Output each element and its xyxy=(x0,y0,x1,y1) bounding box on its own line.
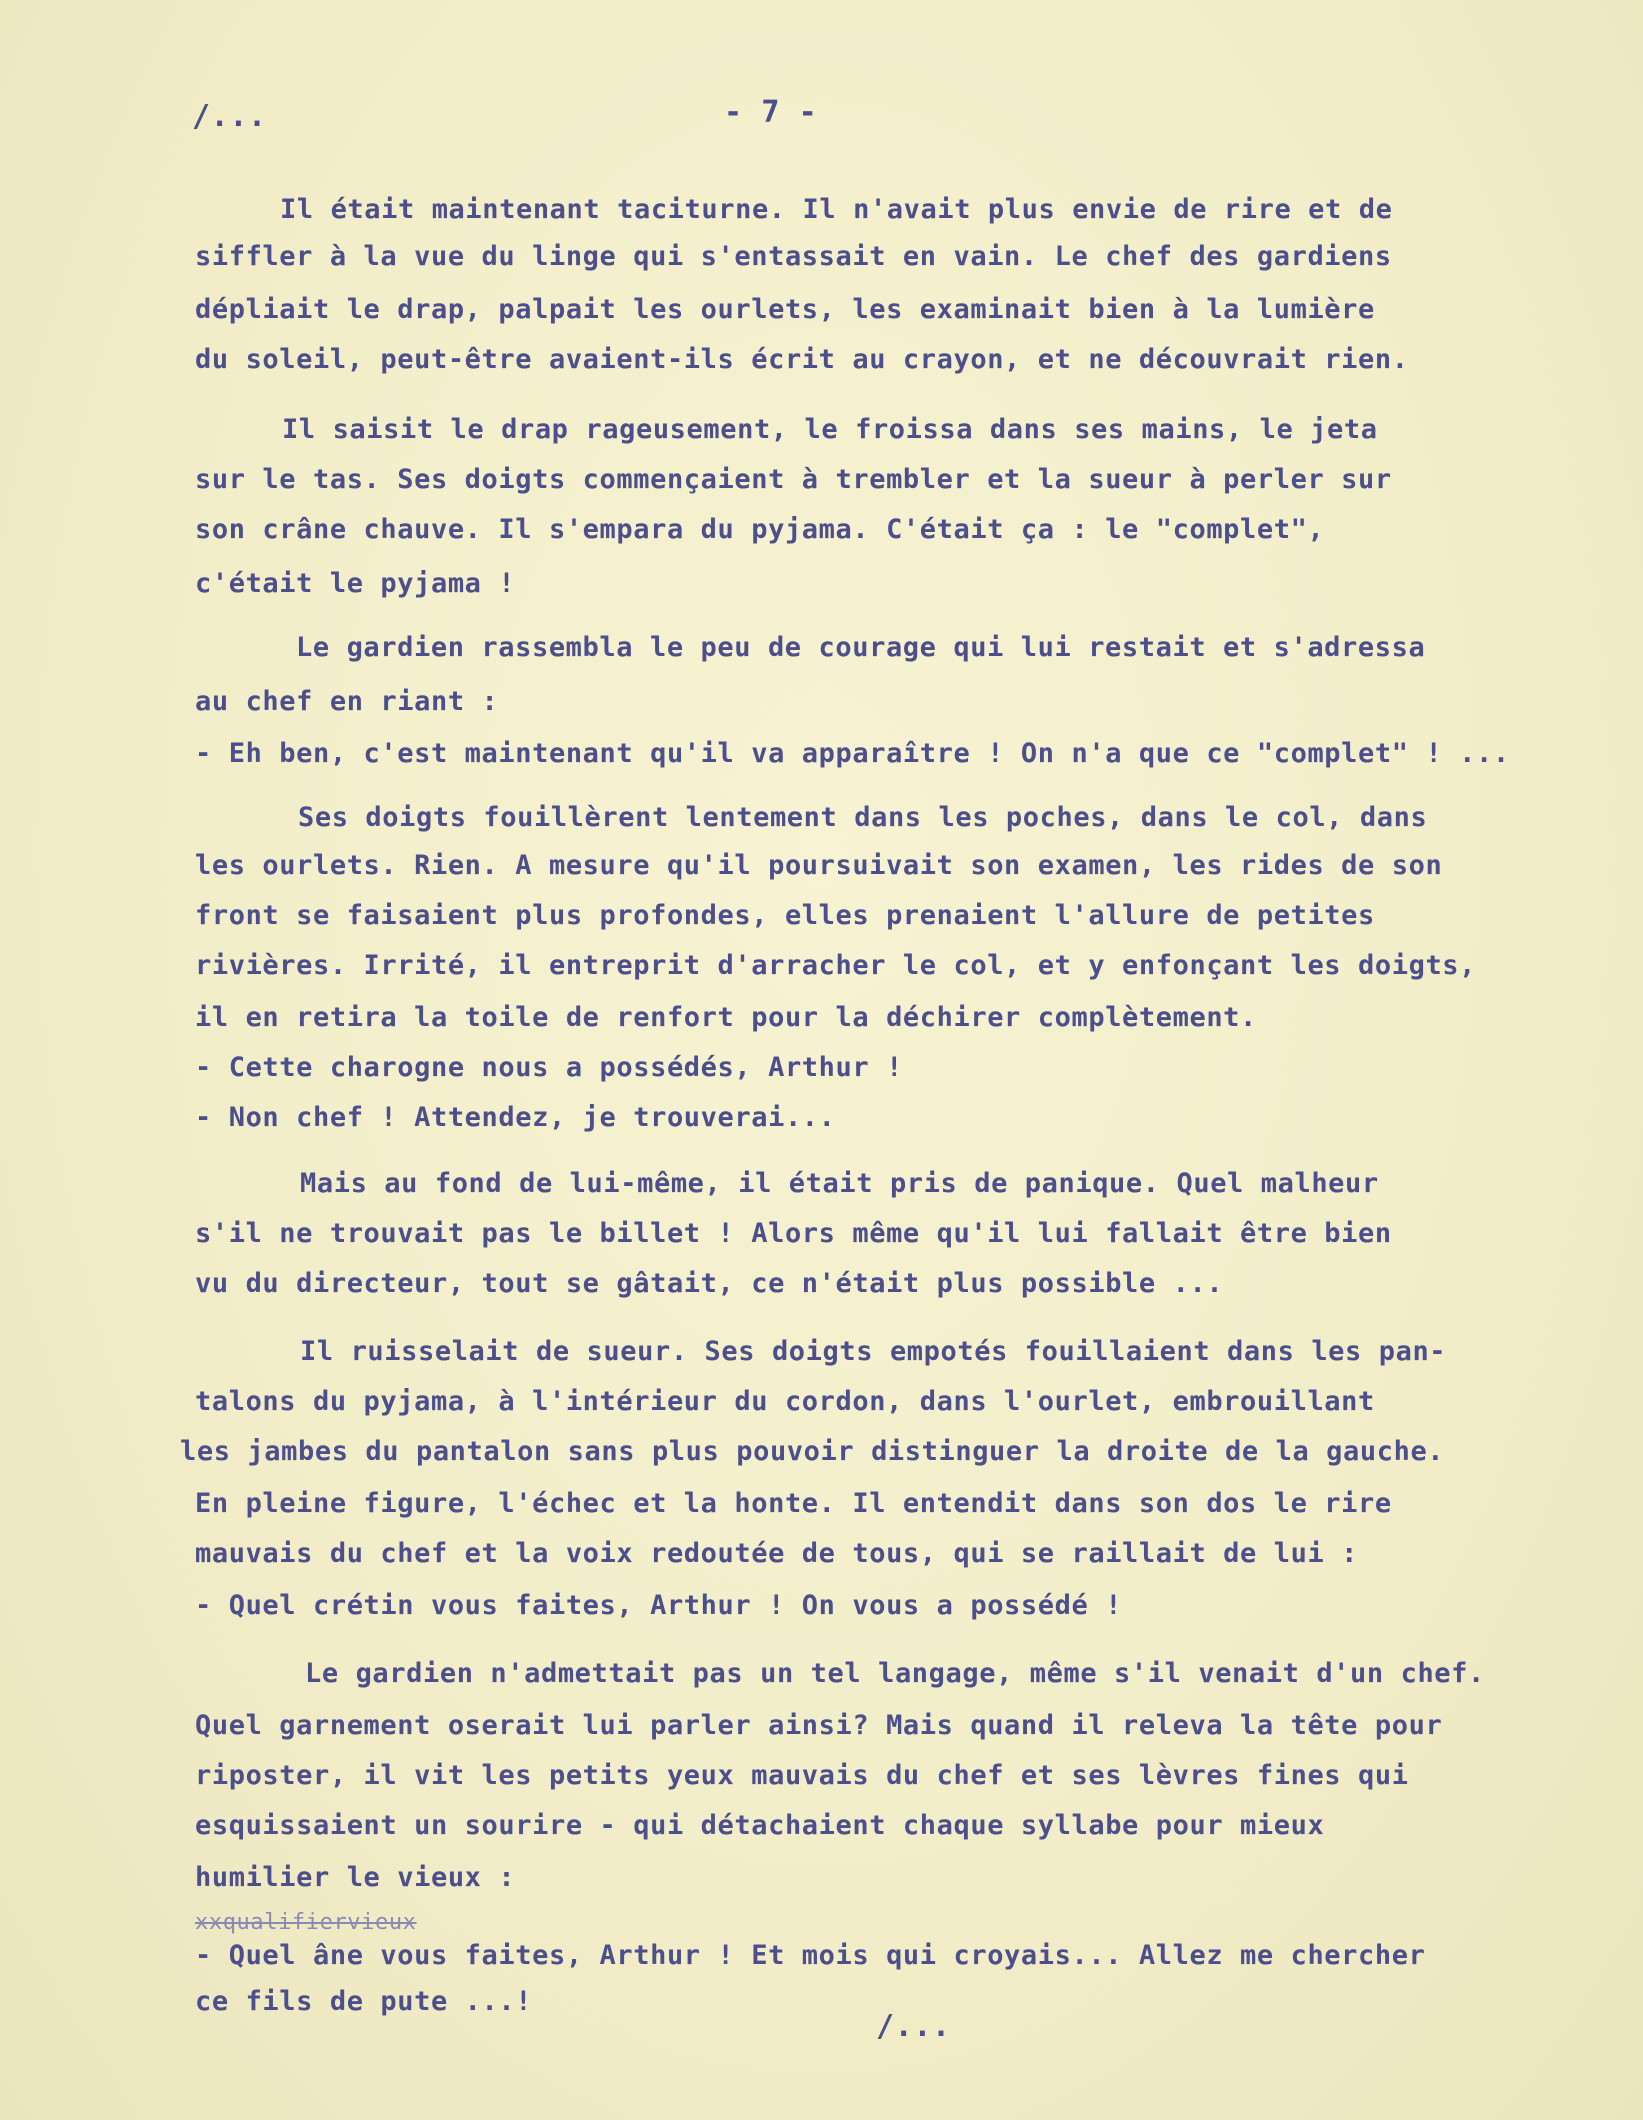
text-line: au chef en riant : xyxy=(195,686,499,717)
text-line: - Quel âne vous faites, Arthur ! Et mois qui croyais... Allez me chercher xyxy=(195,1940,1426,1971)
text-line: Il saisit le drap rageusement, le froissa dans ses mains, le jeta xyxy=(282,414,1378,445)
text-line: ce fils de pute ...! xyxy=(195,1986,533,2017)
text-line: Le gardien rassembla le peu de courage qui lui restait et s'adressa xyxy=(296,632,1426,663)
text-line: Ses doigts fouillèrent lentement dans les poches, dans le col, dans xyxy=(298,802,1428,833)
text-line: - Quel crétin vous faites, Arthur ! On vous a possédé ! xyxy=(195,1590,1123,1621)
text-line: il en retira la toile de renfort pour la déchirer complètement. xyxy=(195,1002,1257,1033)
text-line: - Eh ben, c'est maintenant qu'il va apparaître ! On n'a que ce "complet" ! ... xyxy=(195,738,1510,769)
text-line: - Non chef ! Attendez, je trouverai... xyxy=(195,1102,836,1133)
text-line: vu du directeur, tout se gâtait, ce n'était plus possible ... xyxy=(195,1268,1224,1299)
text-line: En pleine figure, l'échec et la honte. Il entendit dans son dos le rire xyxy=(195,1488,1392,1519)
text-line: Le gardien n'admettait pas un tel langage, même s'il venait d'un chef. xyxy=(305,1658,1485,1689)
text-line: riposter, il vit les petits yeux mauvais du chef et ses lèvres fines qui xyxy=(195,1760,1409,1791)
text-line: Il ruisselait de sueur. Ses doigts empotés fouillaient dans les pan- xyxy=(300,1336,1447,1367)
text-line: les jambes du pantalon sans plus pouvoir distinguer la droite de la gauche. xyxy=(180,1436,1445,1467)
text-line: dépliait le drap, palpait les ourlets, les examinait bien à la lumière xyxy=(195,294,1375,325)
text-line: s'il ne trouvait pas le billet ! Alors même qu'il lui fallait être bien xyxy=(195,1218,1392,1249)
text-line: esquissaient un sourire - qui détachaient chaque syllabe pour mieux xyxy=(195,1810,1325,1841)
text-line: Mais au fond de lui-même, il était pris de panique. Quel malheur xyxy=(300,1168,1379,1199)
text-line: Il était maintenant taciturne. Il n'avait plus envie de rire et de xyxy=(280,194,1393,225)
text-line: rivières. Irrité, il entreprit d'arracher le col, et y enfonçant les doigts, xyxy=(195,950,1477,981)
text-line: mauvais du chef et la voix redoutée de tous, qui se raillait de lui : xyxy=(195,1538,1359,1569)
page-number: - 7 - xyxy=(724,95,818,130)
text-line: Quel garnement oserait lui parler ainsi? Mais quand il releva la tête pour xyxy=(195,1710,1443,1741)
text-line: du soleil, peut-être avaient-ils écrit au crayon, et ne découvrait rien. xyxy=(195,344,1409,375)
text-line: son crâne chauve. Il s'empara du pyjama. C'était ça : le "complet", xyxy=(195,514,1325,545)
continuation-mark-top: /... xyxy=(192,99,267,134)
text-line: humilier le vieux : xyxy=(195,1862,516,1893)
text-line: les ourlets. Rien. A mesure qu'il poursuivait son examen, les rides de son xyxy=(195,850,1443,881)
text-line: - Cette charogne nous a possédés, Arthur ! xyxy=(195,1052,903,1083)
text-line: talons du pyjama, à l'intérieur du cordon, dans l'ourlet, embrouillant xyxy=(195,1386,1375,1417)
text-line: front se faisaient plus profondes, elles prenaient l'allure de petites xyxy=(195,900,1375,931)
text-line: c'était le pyjama ! xyxy=(195,568,516,599)
text-line: sur le tas. Ses doigts commençaient à trembler et la sueur à perler sur xyxy=(195,464,1392,495)
continuation-mark-bottom: /... xyxy=(876,2009,951,2044)
struck-out-line: xxqualifiervieux xyxy=(195,1910,417,1935)
text-line: siffler à la vue du linge qui s'entassait en vain. Le chef des gardiens xyxy=(195,241,1392,272)
